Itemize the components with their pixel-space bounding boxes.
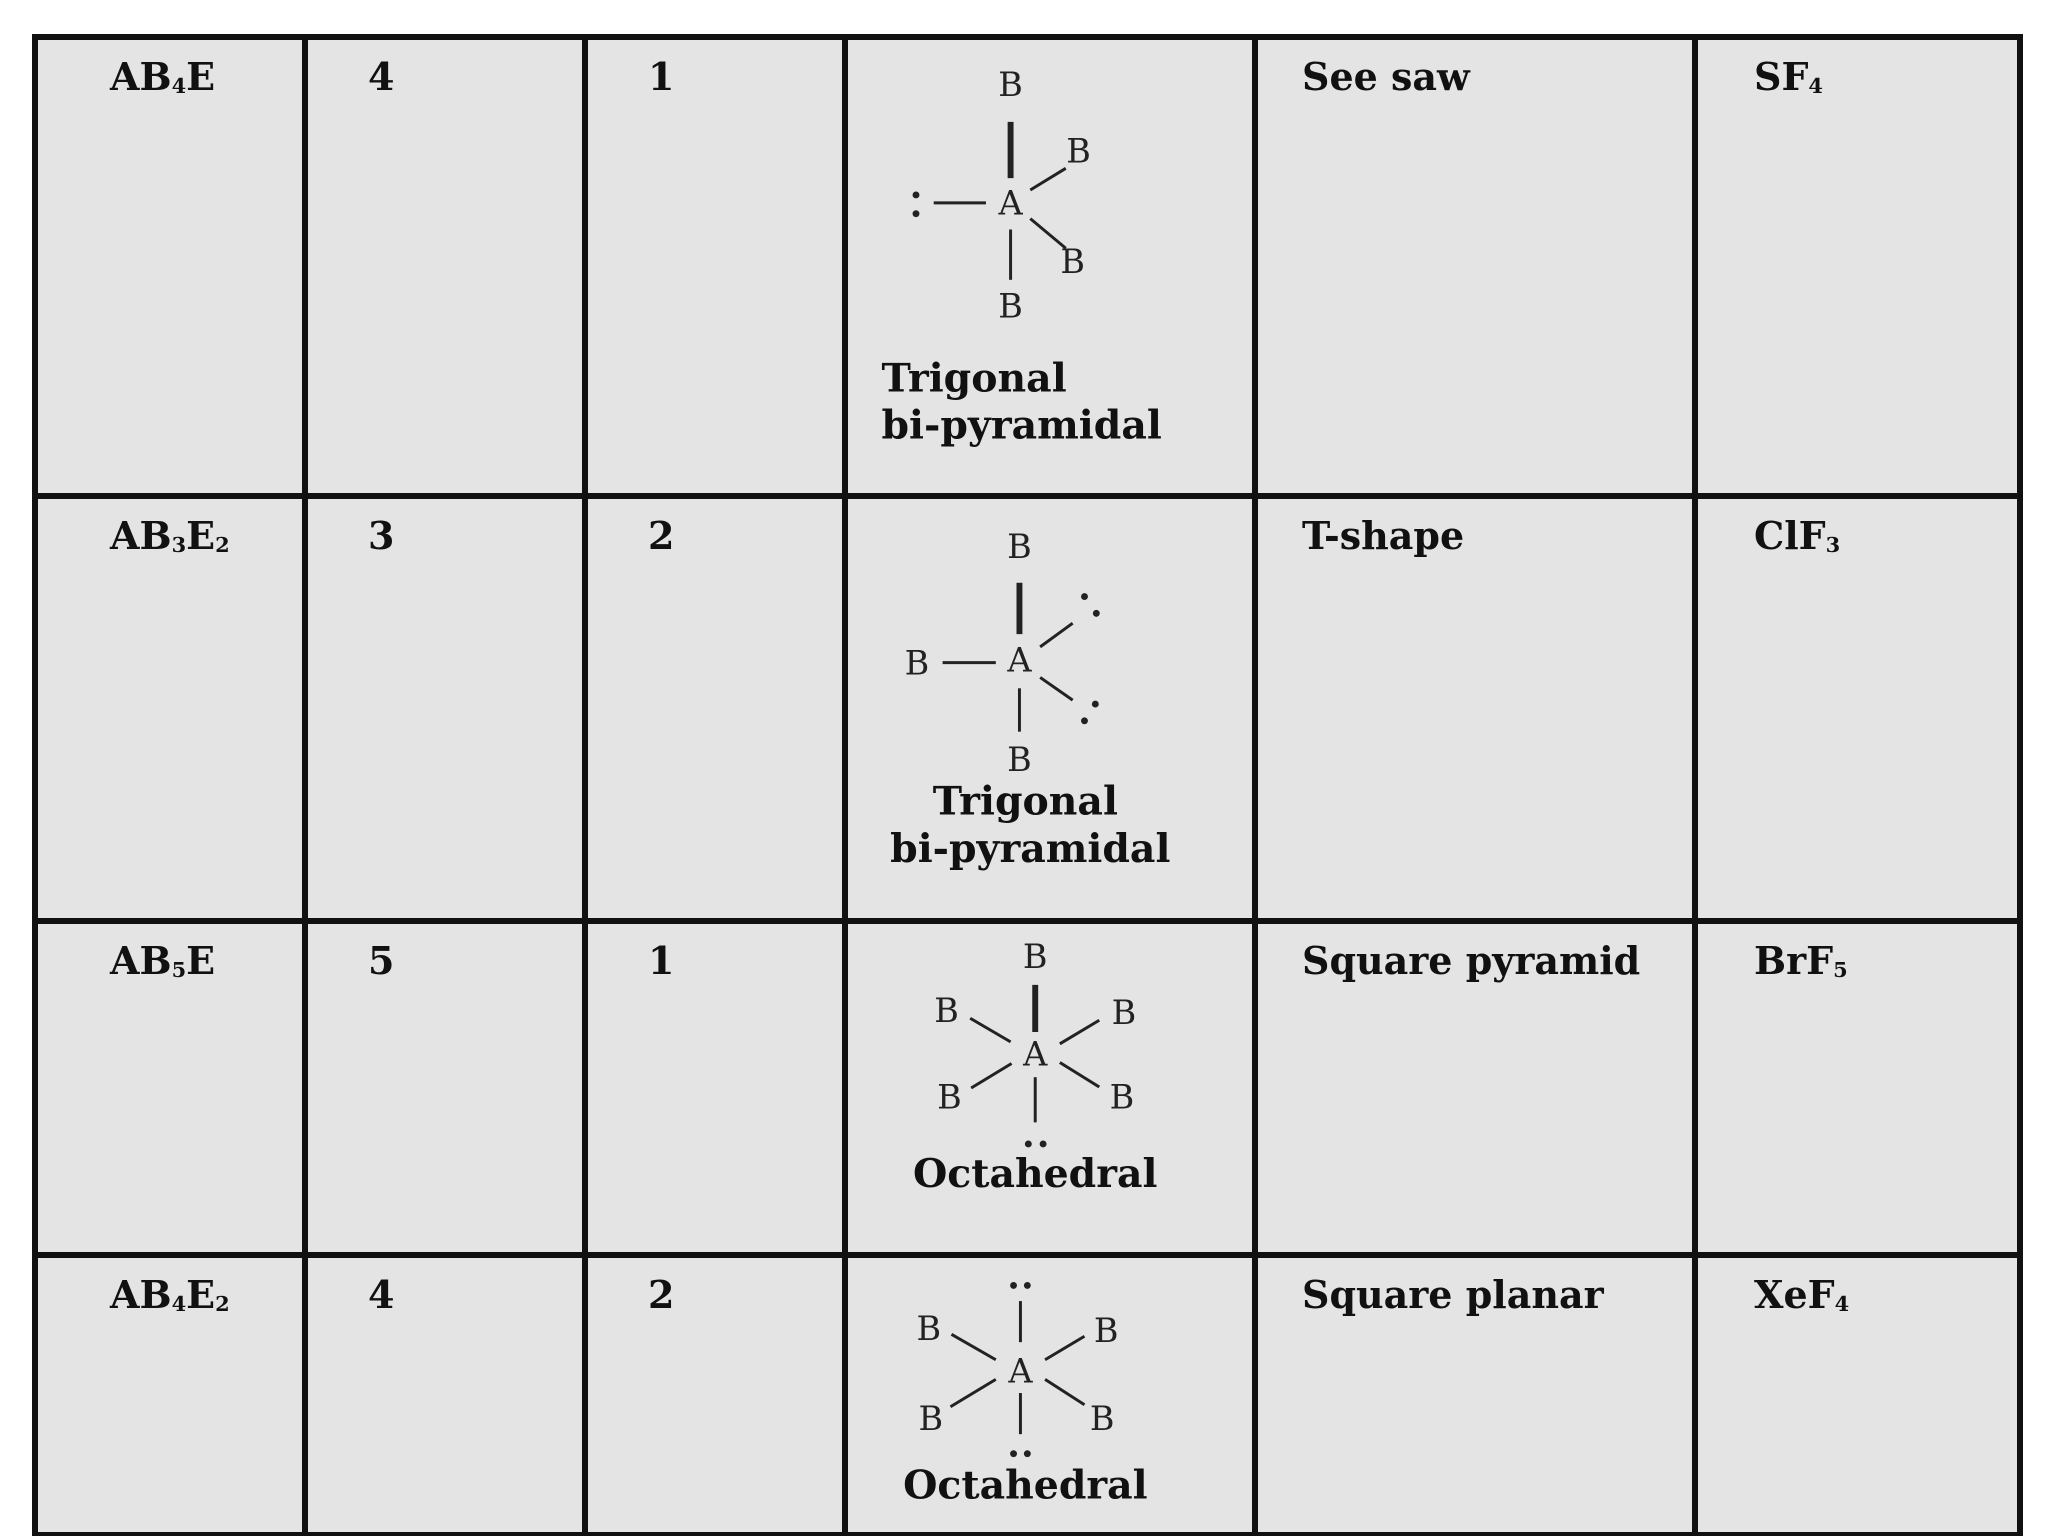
atom-b-upper-left: B (934, 991, 959, 1031)
table-row (35, 921, 2020, 1255)
molecule-type-cell (35, 496, 305, 921)
atom-b-lower-right: B (1089, 1399, 1115, 1439)
lone-pairs: 2 (648, 1272, 675, 1317)
lone-pair-dot (1093, 610, 1100, 617)
shape-name: T-shape (1302, 513, 1465, 558)
bonding-pairs: 4 (368, 54, 395, 99)
atom-b-top: B (1007, 527, 1032, 567)
bond-lower-right (1045, 1379, 1084, 1404)
lone-pair-dot (1024, 1450, 1031, 1457)
square-pyramid-structure-diagram (848, 924, 1252, 1252)
geometry-label-line1: Trigonal (881, 355, 1067, 402)
table-row (35, 1255, 2020, 1535)
shape-name: Square planar (1302, 1272, 1604, 1317)
lone-pairs-cell (585, 37, 845, 496)
geometry-cell (845, 496, 1255, 921)
geometry-label-line2: bi-pyramidal (890, 825, 1171, 872)
bonding-pairs: 5 (368, 938, 395, 983)
shape-name: Square pyramid (1302, 938, 1641, 983)
shape-cell (1255, 1255, 1695, 1535)
molecule-type: $AB_4E$ (110, 54, 216, 99)
bond-eq-upper (1030, 168, 1065, 190)
atom-a-central: A (1007, 640, 1032, 680)
bond-lone-pair-upper (1040, 623, 1073, 647)
bond-upper-left (970, 1018, 1010, 1042)
vsepr-table (32, 34, 2023, 1536)
lone-pair-dot (1040, 1141, 1047, 1148)
lone-pair-dot (913, 191, 920, 198)
atom-a-central: A (1008, 1351, 1033, 1391)
atom-b-top: B (1022, 937, 1048, 977)
lone-pairs: 1 (648, 54, 675, 99)
bond-upper-right (1060, 1020, 1099, 1044)
atom-b-upper-right: B (1093, 1311, 1119, 1351)
atom-b-left: B (904, 643, 930, 683)
shape-cell (1255, 496, 1695, 921)
atom-b-lower-left: B (918, 1399, 944, 1439)
example-cell (1695, 921, 2020, 1255)
bonding-pairs: 4 (368, 1272, 395, 1317)
lone-pairs-cell (585, 496, 845, 921)
atom-b-upper-right: B (1111, 993, 1137, 1033)
square-planar-structure-diagram (848, 1258, 1252, 1532)
example-cell (1695, 37, 2020, 496)
bond-lower-left (971, 1063, 1011, 1088)
shape-cell (1255, 37, 1695, 496)
molecule-type-cell (35, 921, 305, 1255)
bond-lone-pair-lower (1040, 677, 1073, 700)
molecule-type: $AB_4E_2$ (110, 1272, 230, 1317)
lone-pairs-cell (585, 1255, 845, 1535)
seesaw-structure-diagram (848, 40, 1252, 493)
shape-cell (1255, 921, 1695, 1255)
lone-pair-dot (1025, 1141, 1032, 1148)
atom-b-lower-left: B (937, 1077, 962, 1117)
lone-pair-dot (1024, 1282, 1031, 1289)
lone-pair-dot (1081, 717, 1088, 724)
atom-b-bottom: B (998, 286, 1023, 326)
geometry-label-line2: bi-pyramidal (881, 402, 1162, 449)
geometry-label: Octahedral (903, 1462, 1148, 1509)
lone-pairs: 2 (648, 513, 675, 558)
molecule-type-cell (35, 1255, 305, 1535)
table-row (35, 496, 2020, 921)
example-formula: BrF$_5$ (1754, 938, 1848, 983)
bonding-pairs-cell (305, 37, 585, 496)
example-formula: ClF$_3$ (1754, 513, 1841, 558)
example-cell (1695, 1255, 2020, 1535)
bond-lower-right (1060, 1062, 1099, 1087)
example-formula: XeF$_4$ (1754, 1272, 1850, 1317)
lone-pairs-cell (585, 921, 845, 1255)
lone-pair-dot (1010, 1450, 1017, 1457)
table-row (35, 37, 2020, 496)
lone-pairs: 1 (648, 938, 675, 983)
lone-pair-dot (1092, 701, 1099, 708)
example-cell (1695, 496, 2020, 921)
atom-b-top: B (998, 65, 1023, 105)
shape-name: See saw (1302, 54, 1470, 99)
bond-upper-right (1045, 1336, 1084, 1359)
lone-pair-dot (1010, 1282, 1017, 1289)
t-shape-structure-diagram (848, 499, 1252, 918)
geometry-cell (845, 1255, 1255, 1535)
atom-b-eq-lower: B (1060, 241, 1085, 281)
bonding-pairs: 3 (368, 513, 395, 558)
bonding-pairs-cell (305, 1255, 585, 1535)
geometry-cell (845, 37, 1255, 496)
geometry-label-line1: Trigonal (932, 778, 1118, 825)
bond-upper-left (951, 1334, 995, 1359)
atom-b-lower-right: B (1109, 1077, 1135, 1117)
geometry-cell (845, 921, 1255, 1255)
geometry-label: Octahedral (912, 1151, 1158, 1198)
molecule-type: $AB_3E_2$ (110, 513, 230, 558)
molecule-type-cell (35, 37, 305, 496)
atom-b-upper-left: B (916, 1309, 942, 1349)
bonding-pairs-cell (305, 921, 585, 1255)
atom-a-central: A (1023, 1034, 1048, 1074)
atom-b-bottom: B (1007, 740, 1032, 780)
molecule-type: $AB_5E$ (110, 938, 216, 983)
atom-b-eq-upper: B (1066, 131, 1091, 171)
lone-pair-dot (913, 210, 920, 217)
example-formula: $SF_4$ (1754, 54, 1823, 99)
atom-a-central: A (998, 183, 1023, 223)
bond-lower-left (950, 1379, 995, 1406)
lone-pair-dot (1081, 593, 1088, 600)
bonding-pairs-cell (305, 496, 585, 921)
